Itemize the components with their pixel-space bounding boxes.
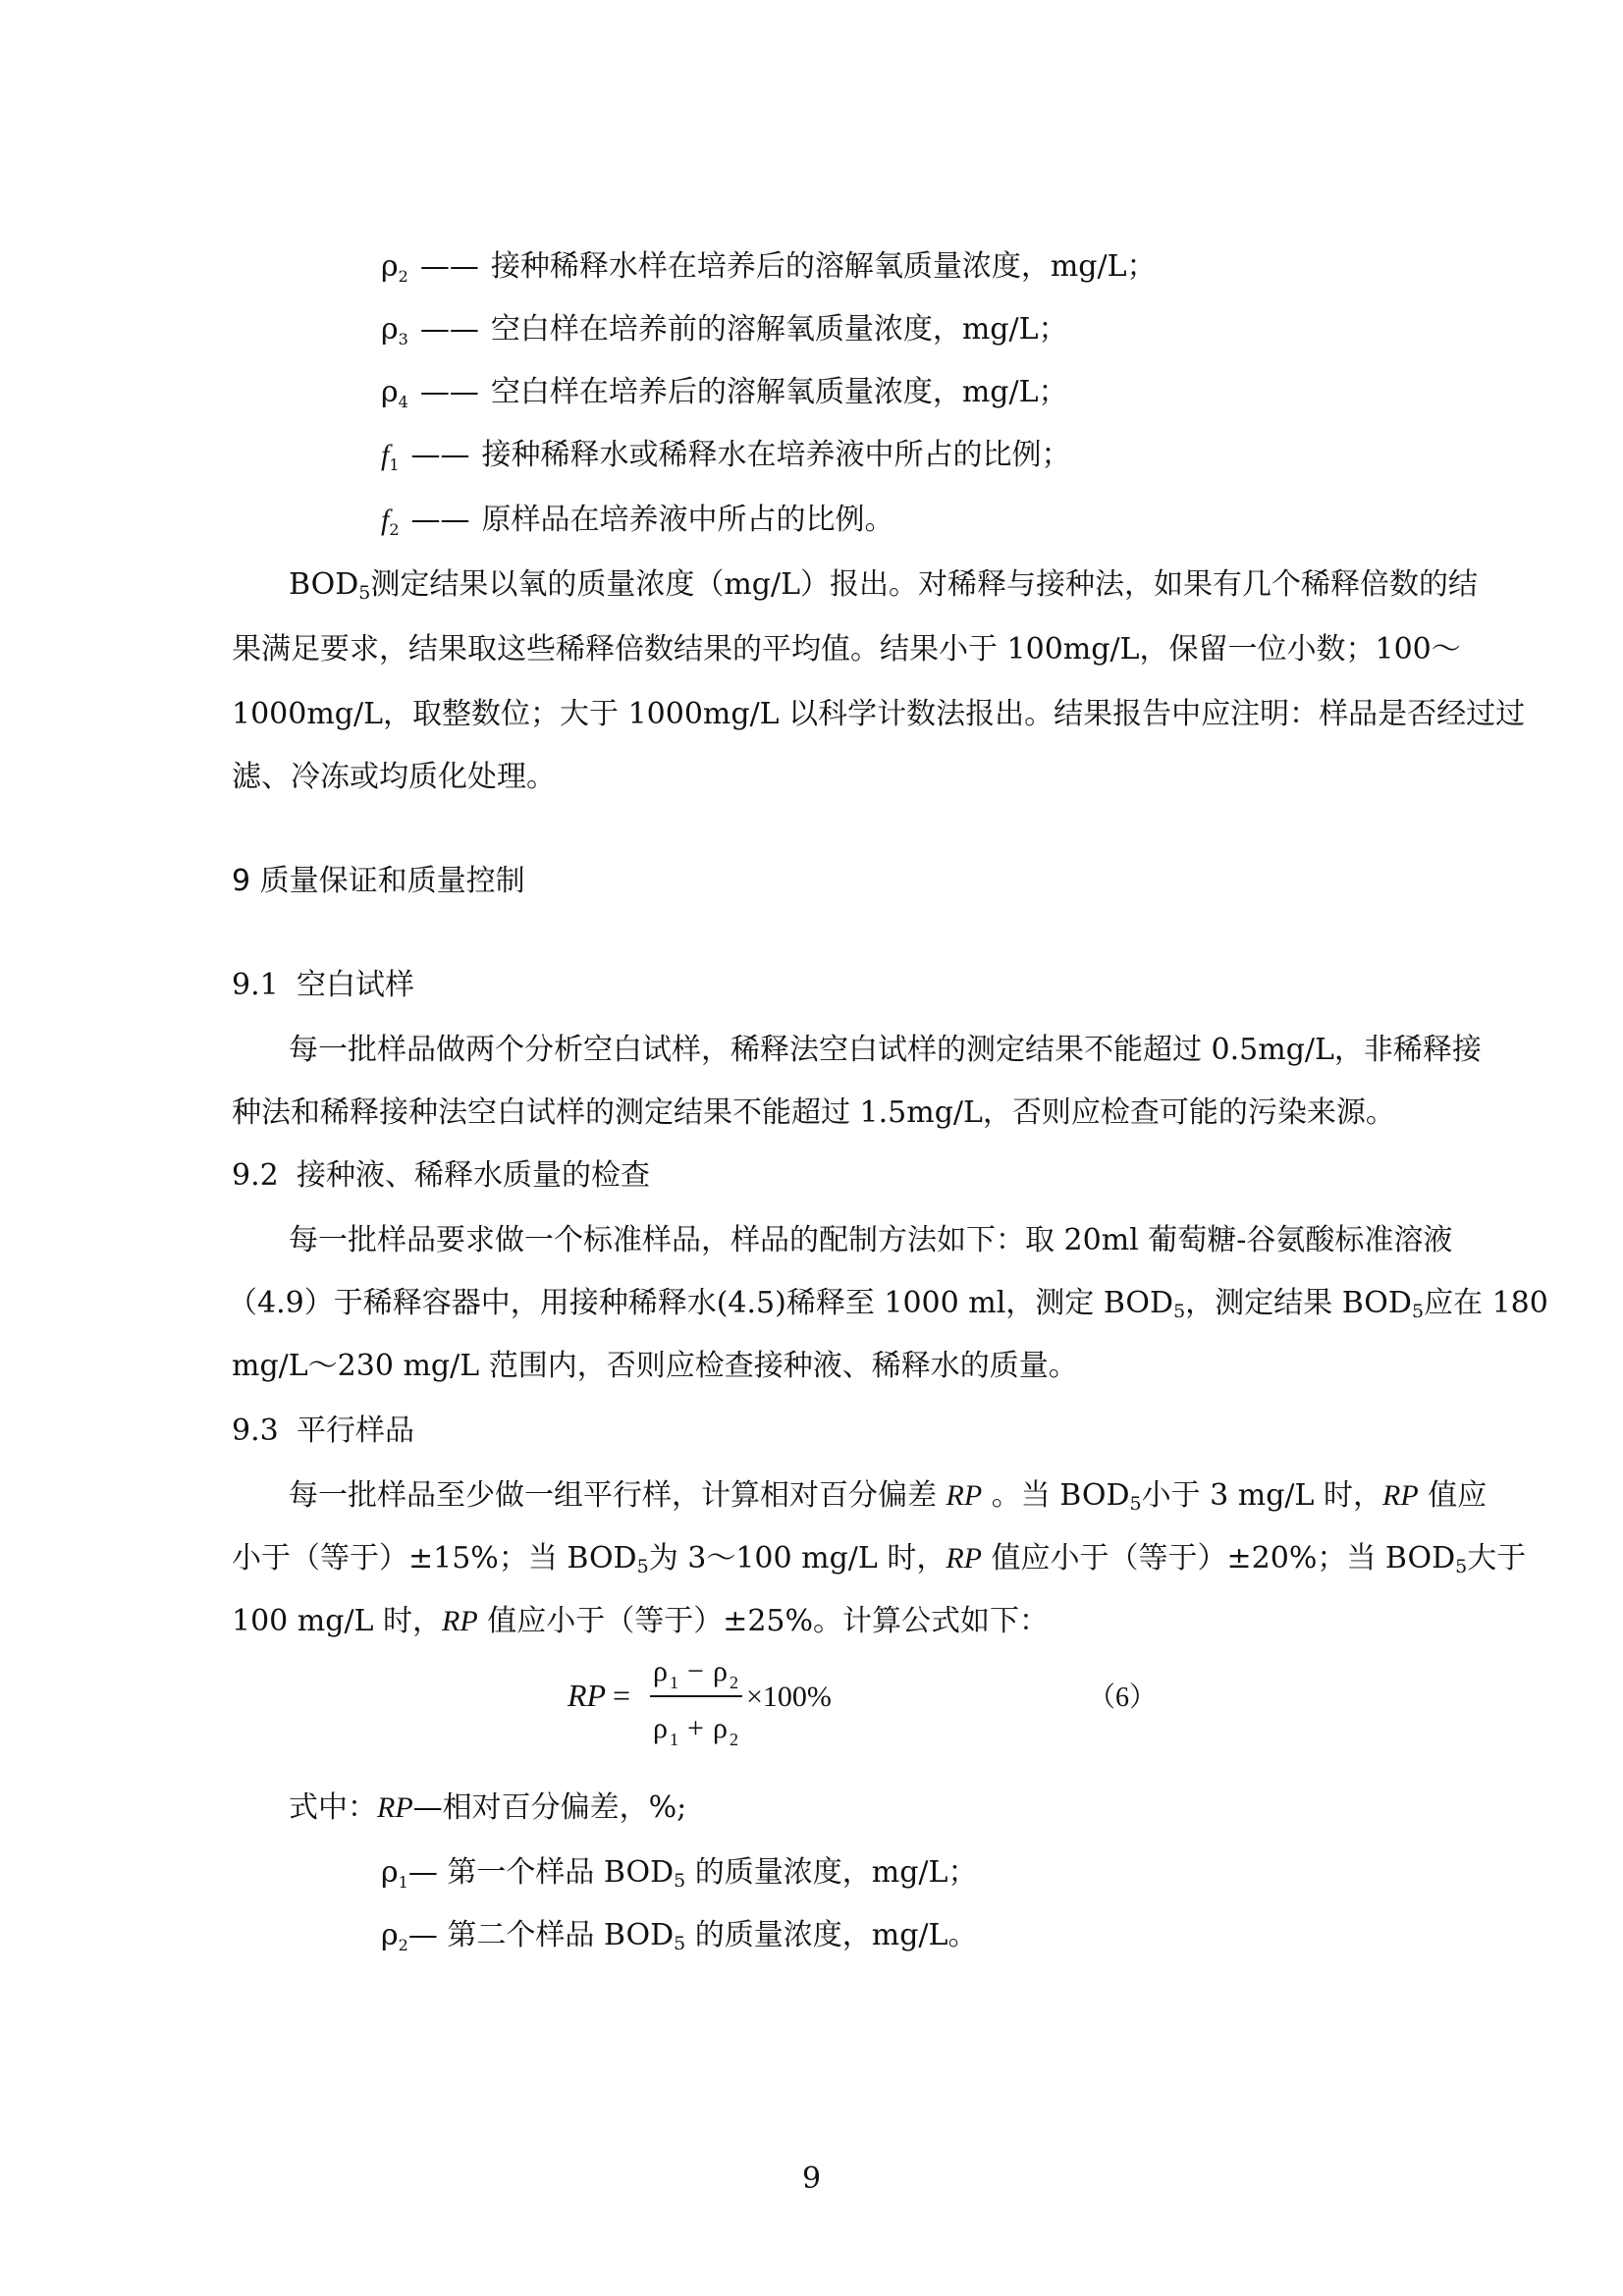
formula-den-a: ρ [653, 1712, 668, 1744]
symbol: ρ [381, 375, 399, 409]
legend-text: 空白样在培养前的溶解氧质量浓度，mg/L； [490, 312, 1068, 347]
formula-den-b: ρ [713, 1712, 728, 1744]
legend-text: 接种稀释水样在培养后的溶解氧质量浓度，mg/L； [490, 249, 1157, 284]
where-item-rho2: $\rho_2—$ 第二个样品 $BOD_5$ 的质量浓度，mg/L。 [381, 1918, 978, 1954]
symbol: ρ [381, 312, 399, 347]
symbol: f [381, 504, 390, 536]
legend-item-rho2: $\rho_2$ —— 接种稀释水样在培养后的溶解氧质量浓度，mg/L； [381, 249, 1157, 286]
legend-text: 接种稀释水或稀释水在培养液中所占的比例； [481, 438, 1071, 472]
legend-text: 空白样在培养后的溶解氧质量浓度，mg/L； [490, 375, 1068, 409]
legend-text: 原样品在培养液中所占的比例。 [481, 503, 894, 537]
formula-lhs: RP [568, 1678, 607, 1713]
s91-line-1: 每一批样品做两个分析空白试样，稀释法空白试样的测定结果不能超过 0.5mg/L，非稀释接 [289, 1033, 1482, 1067]
s91-line-2: 种法和稀释接种法空白试样的测定结果不能超过 1.5mg/L，否则应检查可能的污染来源。 [232, 1095, 1395, 1130]
symbol: ρ [381, 249, 399, 284]
page-number: 9 [801, 2162, 822, 2196]
formula-equals: = [613, 1678, 631, 1713]
formula-den-op: + [687, 1712, 704, 1744]
formula-den-b-sub: 2 [730, 1730, 738, 1749]
report-para-line-4: 滤、冷冻或均质化处理。 [232, 760, 556, 794]
legend-item-f1: $f_1$ —— 接种稀释水或稀释水在培养液中所占的比例； [381, 438, 1071, 474]
legend-item-f2: $f_2$ —— 原样品在培养液中所占的比例。 [381, 503, 894, 539]
formula-num-a-sub: 1 [670, 1673, 678, 1692]
s93-line-2: 小于（等于）±15%；当 $BOD_5$为 3～100 mg/L 时，RP 值应小于（等于）±20%；当 $BOD_5$大于 [232, 1541, 1527, 1577]
formula-num-b: ρ [713, 1655, 728, 1687]
s93-line-3: 100 mg/L 时，RP 值应小于（等于）±25%。计算公式如下： [232, 1604, 1050, 1638]
formula-times: ×100% [746, 1681, 832, 1713]
formula-num-b-sub: 2 [730, 1673, 738, 1692]
where-item-rho1: $\rho_1—$ 第一个样品 $BOD_5$ 的质量浓度，mg/L； [381, 1855, 978, 1892]
formula-num-a: ρ [653, 1655, 668, 1687]
where-line: 式中：RP—相对百分偏差，%; [289, 1790, 687, 1825]
legend-item-rho4: $\rho_4$ —— 空白样在培养后的溶解氧质量浓度，mg/L； [381, 375, 1068, 411]
legend-item-rho3: $\rho_3$ —— 空白样在培养前的溶解氧质量浓度，mg/L； [381, 312, 1068, 348]
symbol: f [381, 439, 390, 471]
formula-number: （6） [1088, 1682, 1158, 1713]
subsection-9-1-heading: 9.1 空白试样 [232, 968, 414, 1002]
formula-den-a-sub: 1 [670, 1730, 678, 1749]
subsection-9-3-heading: 9.3 平行样品 [232, 1414, 414, 1448]
report-para-line-1: $BOD_5$测定结果以氧的质量浓度（mg/L）报出。对稀释与接种法，如果有几个稀释倍数的结 [289, 567, 1479, 604]
report-para-line-3: 1000mg/L，取整数位；大于 1000mg/L 以科学计数法报出。结果报告中应注明：样品是否经过过 [232, 697, 1526, 731]
s93-line-1: 每一批样品至少做一组平行样，计算相对百分偏差 RP 。当 $BOD_5$小于 3 mg/L 时，RP 值应 [289, 1478, 1488, 1515]
report-para-line-2: 果满足要求，结果取这些稀释倍数结果的平均值。结果小于 100mg/L，保留一位小数；100～ [232, 632, 1461, 667]
section-9-heading: 9 质量保证和质量控制 [232, 864, 525, 898]
s92-line-2: （4.9）于稀释容器中，用接种稀释水(4.5)稀释至 1000 ml，测定 $BOD_5$，测定结果 $BOD_5$应在 180 [228, 1286, 1548, 1322]
formula-num-op: − [687, 1655, 704, 1687]
s92-line-1: 每一批样品要求做一个标准样品，样品的配制方法如下：取 20ml 葡萄糖-谷氨酸标准溶液 [289, 1223, 1453, 1257]
subsection-9-2-heading: 9.2 接种液、稀释水质量的检查 [232, 1158, 650, 1193]
s92-line-3: mg/L～230 mg/L 范围内，否则应检查接种液、稀释水的质量。 [232, 1349, 1078, 1383]
